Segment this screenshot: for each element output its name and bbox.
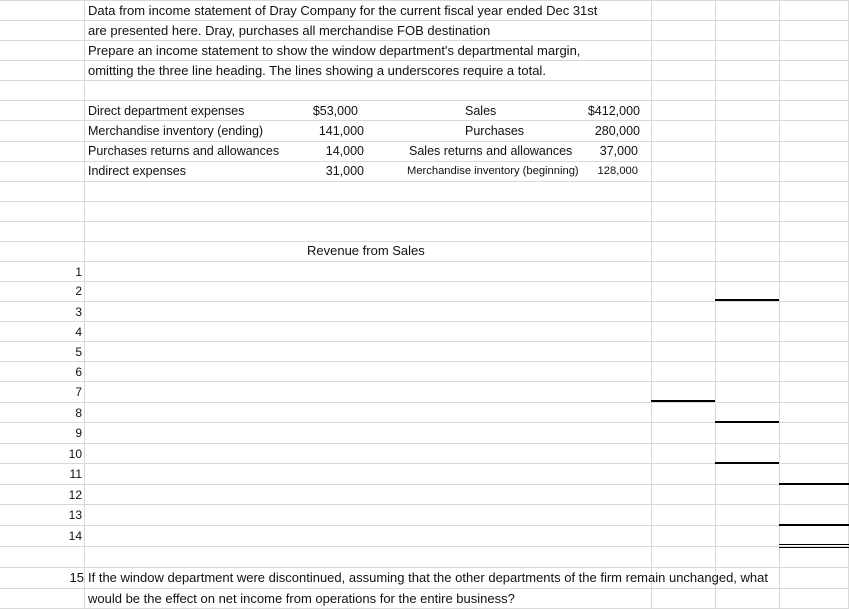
data-label-purchases: Purchases — [465, 124, 525, 138]
question-number: 15 — [69, 570, 84, 585]
total-underline — [651, 400, 715, 402]
statement-heading: Revenue from Sales — [307, 243, 425, 258]
line-number: 8 — [75, 406, 82, 420]
total-underline — [715, 462, 779, 464]
total-underline — [715, 299, 779, 301]
line-number: 9 — [75, 426, 82, 440]
double-underline-top — [779, 544, 849, 545]
line-number: 5 — [75, 345, 82, 359]
line-number: 7 — [75, 385, 82, 399]
line-number: 12 — [68, 488, 82, 502]
line-number: 14 — [68, 529, 82, 543]
data-label-direct-expenses: Direct department expenses — [88, 104, 245, 118]
data-value-inventory-beginning: 128,000 — [597, 165, 638, 177]
intro-line-1: Data from income statement of Dray Company for the current fiscal year ended Dec 31st — [88, 3, 598, 18]
data-value-sales: $412,000 — [587, 104, 640, 118]
question-line-1: If the window department were discontinued, assuming that the other departments of the firm remain unchanged, what — [88, 570, 768, 585]
data-label-indirect-expenses: Indirect expenses — [88, 164, 186, 178]
line-number: 13 — [68, 508, 82, 522]
line-number: 4 — [75, 325, 82, 339]
double-underline-bottom — [779, 547, 849, 548]
question-line-2: would be the effect on net income from operations for the entire business? — [88, 591, 515, 606]
data-value-indirect-expenses: 31,000 — [325, 164, 364, 178]
intro-line-4: omitting the three line heading. The lines showing a underscores require a total. — [88, 63, 546, 78]
data-label-sales: Sales — [465, 104, 497, 118]
line-number: 6 — [75, 365, 82, 379]
data-label-sales-returns: Sales returns and allowances — [409, 144, 573, 158]
line-number: 1 — [75, 265, 82, 279]
total-underline — [779, 483, 849, 485]
line-number: 10 — [68, 447, 82, 461]
total-underline — [715, 421, 779, 423]
total-underline — [779, 524, 849, 526]
data-value-purchases-returns: 14,000 — [325, 144, 364, 158]
data-label-inventory-ending: Merchandise inventory (ending) — [88, 124, 264, 138]
data-label-inventory-beginning: Merchandise inventory (beginning) — [407, 165, 579, 177]
line-number: 2 — [75, 284, 82, 298]
data-label-purchases-returns: Purchases returns and allowances — [88, 144, 280, 158]
line-number: 3 — [75, 305, 82, 319]
data-value-direct-expenses: $53,000 — [312, 104, 358, 118]
data-value-purchases: 280,000 — [594, 124, 640, 138]
line-number: 11 — [69, 467, 82, 481]
intro-line-3: Prepare an income statement to show the window department's departmental margin, — [88, 43, 581, 58]
data-value-inventory-ending: 141,000 — [318, 124, 364, 138]
data-value-sales-returns: 37,000 — [599, 144, 638, 158]
intro-line-2: are presented here. Dray, purchases all merchandise FOB destination — [88, 23, 491, 38]
